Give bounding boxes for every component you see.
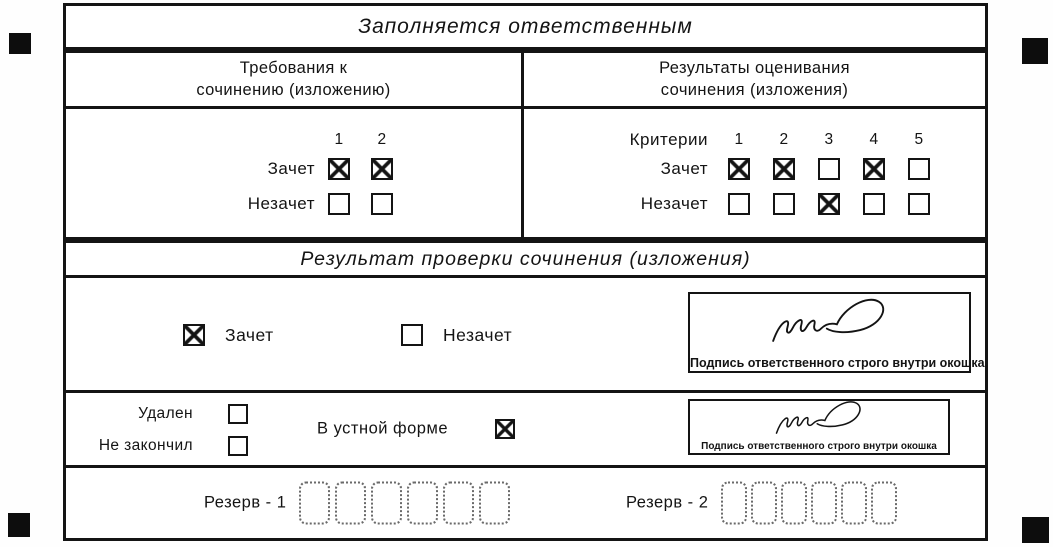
- req-zachet-2-checkbox[interactable]: [371, 158, 393, 180]
- eval-nezachet-label: Незачет: [640, 194, 708, 213]
- reserve-cell[interactable]: [721, 482, 747, 525]
- signature-caption-1: Подпись ответственного строго внутри окошка: [690, 356, 985, 370]
- crit-zachet-1-checkbox[interactable]: [728, 158, 750, 180]
- oral-form-label: В устной форме: [317, 419, 448, 438]
- crit-nezachet-4-checkbox[interactable]: [863, 193, 885, 215]
- status-row: [66, 393, 985, 468]
- reserve-cell[interactable]: [841, 482, 867, 525]
- reserve1-group: [204, 482, 515, 525]
- reserve1-label: Резерв - 1: [204, 493, 287, 512]
- result-header: Результат проверки сочинения (изложения): [66, 243, 985, 278]
- result-nezachet-label: Незачет: [443, 324, 513, 345]
- result-nezachet-pair: [401, 324, 512, 346]
- req-column-2: 2: [377, 131, 387, 148]
- evaluation-zachet-row: [524, 157, 985, 181]
- evaluation-header-line1: Результаты оценивания: [659, 59, 850, 78]
- requirements-header-line1: Требования к: [239, 59, 348, 78]
- crit-column-4: 4: [869, 131, 879, 148]
- reserve-cell[interactable]: [781, 482, 807, 525]
- requirements-column-numbers: [66, 129, 521, 151]
- reserve-cell[interactable]: [751, 482, 777, 525]
- signature-caption-2: Подпись ответственного строго внутри окошка: [701, 441, 937, 452]
- requirements-zachet-row: [66, 157, 521, 181]
- signature-box-1[interactable]: [688, 292, 985, 373]
- requirements-evaluation-section: [63, 50, 988, 240]
- req-nezachet-2-checkbox[interactable]: [371, 193, 393, 215]
- signature-box-2[interactable]: [688, 399, 950, 455]
- requirements-header-line2: сочинению (изложению): [196, 80, 391, 99]
- evaluation-nezachet-row: [524, 192, 985, 216]
- crit-zachet-4-checkbox[interactable]: [863, 158, 885, 180]
- result-row: [66, 278, 985, 393]
- req-column-1: 1: [334, 131, 344, 148]
- oral-form-checkbox[interactable]: [495, 419, 515, 439]
- reserve-cell[interactable]: [407, 482, 438, 525]
- result-zachet-label: Зачет: [225, 324, 274, 345]
- requirements-grid: [66, 109, 524, 237]
- crit-column-1: 1: [734, 131, 744, 148]
- requirements-nezachet-row: [66, 192, 521, 216]
- registration-mark-top-right: [1022, 38, 1048, 64]
- registration-mark-top-left: [9, 33, 31, 54]
- crit-zachet-3-checkbox[interactable]: [818, 158, 840, 180]
- reserve-cell[interactable]: [871, 482, 897, 525]
- crit-nezachet-3-checkbox[interactable]: [818, 193, 840, 215]
- reserve-cell[interactable]: [811, 482, 837, 525]
- requirements-header: [66, 53, 524, 109]
- result-section: [63, 240, 988, 541]
- signature-image-1: [733, 296, 943, 354]
- reserve2-cells: [721, 482, 901, 525]
- req-nezachet-1-checkbox[interactable]: [328, 193, 350, 215]
- crit-zachet-2-checkbox[interactable]: [773, 158, 795, 180]
- evaluation-header-line2: сочинения (изложения): [660, 80, 849, 99]
- req-zachet-1-checkbox[interactable]: [328, 158, 350, 180]
- reserve-cell[interactable]: [371, 482, 402, 525]
- evaluation-header: [524, 53, 985, 109]
- reserve-cell[interactable]: [479, 482, 510, 525]
- reserve1-cells: [299, 482, 515, 525]
- form-title: Заполняется ответственным: [358, 14, 693, 38]
- reserve-cell[interactable]: [335, 482, 366, 525]
- crit-nezachet-2-checkbox[interactable]: [773, 193, 795, 215]
- crit-zachet-5-checkbox[interactable]: [908, 158, 930, 180]
- udalen-label: Удален: [138, 405, 193, 422]
- udalen-checkbox[interactable]: [228, 404, 248, 424]
- req-zachet-label: Зачет: [267, 159, 315, 178]
- result-zachet-checkbox[interactable]: [183, 324, 205, 346]
- reserve2-label: Резерв - 2: [626, 493, 709, 512]
- evaluation-grid: [524, 109, 985, 237]
- crit-nezachet-1-checkbox[interactable]: [728, 193, 750, 215]
- crit-column-3: 3: [824, 131, 834, 148]
- form-title-box: [63, 3, 988, 50]
- result-nezachet-checkbox[interactable]: [401, 324, 423, 346]
- result-zachet-pair: [183, 324, 274, 346]
- crit-nezachet-5-checkbox[interactable]: [908, 193, 930, 215]
- reserve-row: [66, 468, 985, 538]
- reserve2-group: [626, 482, 901, 525]
- crit-column-2: 2: [779, 131, 789, 148]
- udalen-line: [66, 401, 326, 427]
- eval-zachet-label: Зачет: [660, 159, 708, 178]
- criteria-label: Критерии: [629, 130, 708, 149]
- crit-column-5: 5: [914, 131, 924, 148]
- reserve-cell[interactable]: [299, 482, 330, 525]
- evaluation-column-numbers: [524, 129, 985, 151]
- ne-zakonchil-line: [66, 433, 326, 459]
- registration-mark-bottom-right: [1022, 517, 1049, 543]
- ne-zakonchil-checkbox[interactable]: [228, 436, 248, 456]
- req-nezachet-label: Незачет: [247, 194, 315, 213]
- registration-mark-bottom-left: [8, 513, 30, 537]
- reserve-cell[interactable]: [443, 482, 474, 525]
- ne-zakonchil-label: Не закончил: [98, 437, 193, 454]
- signature-image-2: [739, 399, 914, 443]
